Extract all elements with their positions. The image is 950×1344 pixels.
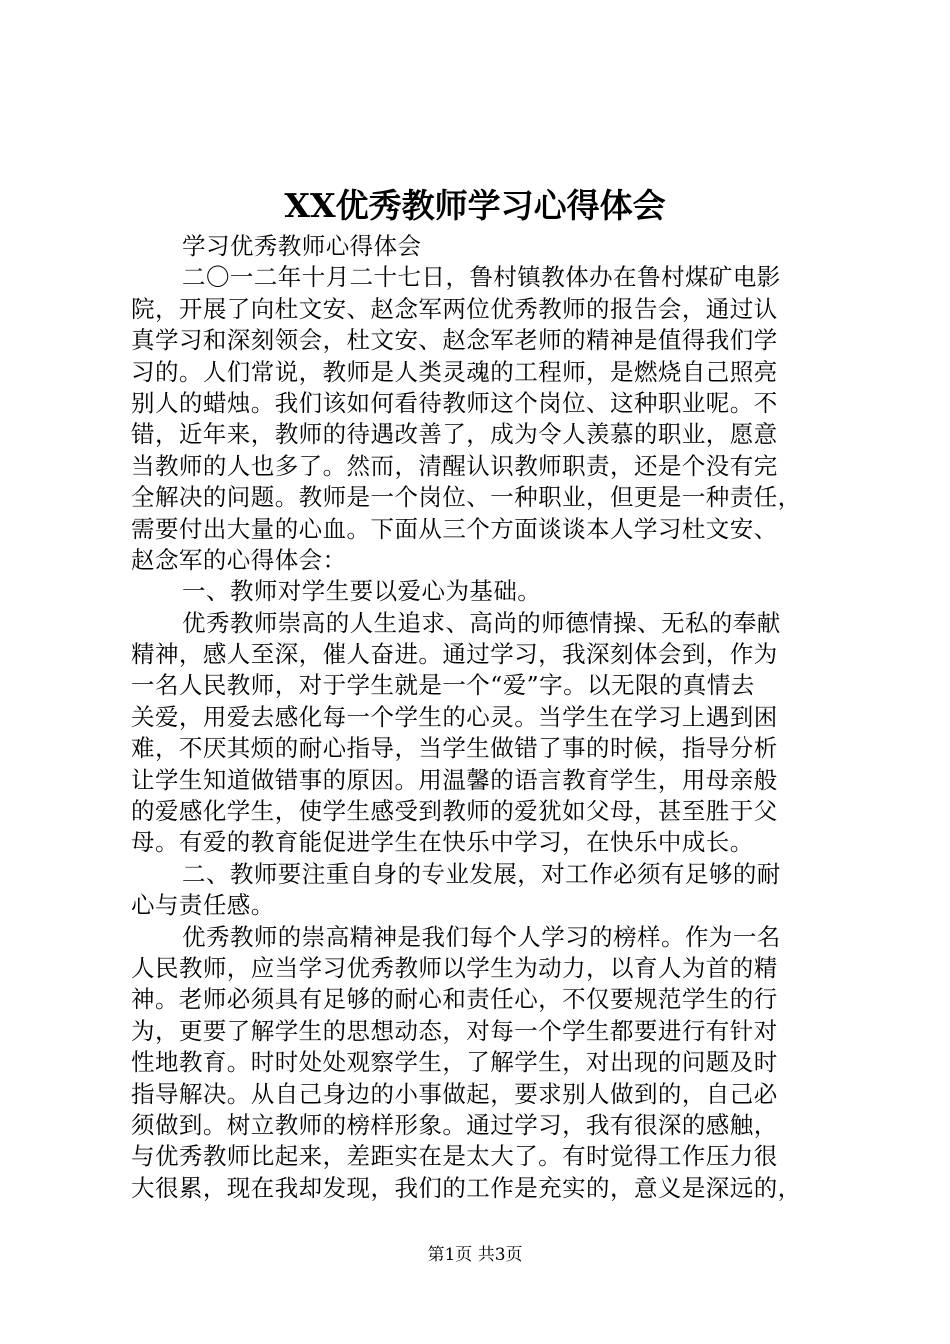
document-body [131,231,831,1204]
text-line: 别人的蜡烛。我们该如何看待教师这个岗位、这种职业呢。不 [131,388,778,417]
text-line: 习的。人们常说，教师是人类灵魂的工程师，是燃烧自己照亮 [131,357,778,386]
text-line: 学习优秀教师心得体会 [182,232,422,260]
text-line: 大很累，现在我却发现，我们的工作是充实的，意义是深远的， [131,1173,802,1202]
text-line: 优秀教师崇高的人生追求、高尚的师德情操、无私的奉献 [182,608,781,637]
text-line: 当教师的人也多了。然而，清醒认识教师职责，还是个没有完 [131,451,778,480]
text-line: 一、教师对学生要以爱心为基础。 [182,577,542,606]
text-line: 一名人民教师，对于学生就是一个“爱”字。以无限的真情去 [131,671,755,700]
text-line: 人民教师，应当学习优秀教师以学生为动力，以育人为首的精 [131,953,778,982]
text-line: 优秀教师的崇高精神是我们每个人学习的榜样。作为一名 [182,922,781,951]
text-line: 错，近年来，教师的待遇改善了，成为令人羡慕的职业，愿意 [131,420,778,449]
text-line: 院，开展了向杜文安、赵念军两位优秀教师的报告会，通过认 [131,294,778,323]
text-line: 心与责任感。 [131,891,275,920]
text-line: 二〇一二年十月二十七日，鲁村镇教体办在鲁村煤矿电影 [182,263,781,292]
text-line: 让学生知道做错事的原因。用温馨的语言教育学生，用母亲般 [131,765,778,794]
text-line: 难，不厌其烦的耐心指导，当学生做错了事的时候，指导分析 [131,734,778,763]
text-line: 精神，感人至深，催人奋进。通过学习，我深刻体会到，作为 [131,640,778,669]
text-line: 指导解决。从自己身边的小事做起，要求别人做到的，自己必 [131,1079,778,1108]
text-line: 母。有爱的教育能促进学生在快乐中学习，在快乐中成长。 [131,828,754,857]
page-footer: 第1页 共3页 [427,1245,523,1265]
text-line: 全解决的问题。教师是一个岗位、一种职业，但更是一种责任， [131,483,802,512]
text-line: 需要付出大量的心血。下面从三个方面谈谈本人学习杜文安、 [131,514,778,543]
text-line: 与优秀教师比起来，差距实在是太大了。有时觉得工作压力很 [131,1142,778,1171]
text-line: 神。老师必须具有足够的耐心和责任心，不仅要规范学生的行 [131,985,778,1014]
text-line: 关爱，用爱去感化每一个学生的心灵。当学生在学习上遇到困 [131,702,778,731]
text-line: 为，更要了解学生的思想动态，对每一个学生都要进行有针对 [131,1016,778,1045]
text-line: 性地教育。时时处处观察学生，了解学生，对出现的问题及时 [131,1048,778,1077]
text-line: 二、教师要注重自身的专业发展，对工作必须有足够的耐 [182,859,781,888]
text-line: 赵念军的心得体会： [131,545,347,574]
text-line: 的爱感化学生，使学生感受到教师的爱犹如父母，甚至胜于父 [131,797,778,826]
page-title: XX优秀教师学习心得体会 [284,186,666,225]
text-line: 须做到。树立教师的榜样形象。通过学习，我有很深的感触， [131,1110,778,1139]
text-line: 真学习和深刻领会，杜文安、赵念军老师的精神是值得我们学 [131,326,778,355]
